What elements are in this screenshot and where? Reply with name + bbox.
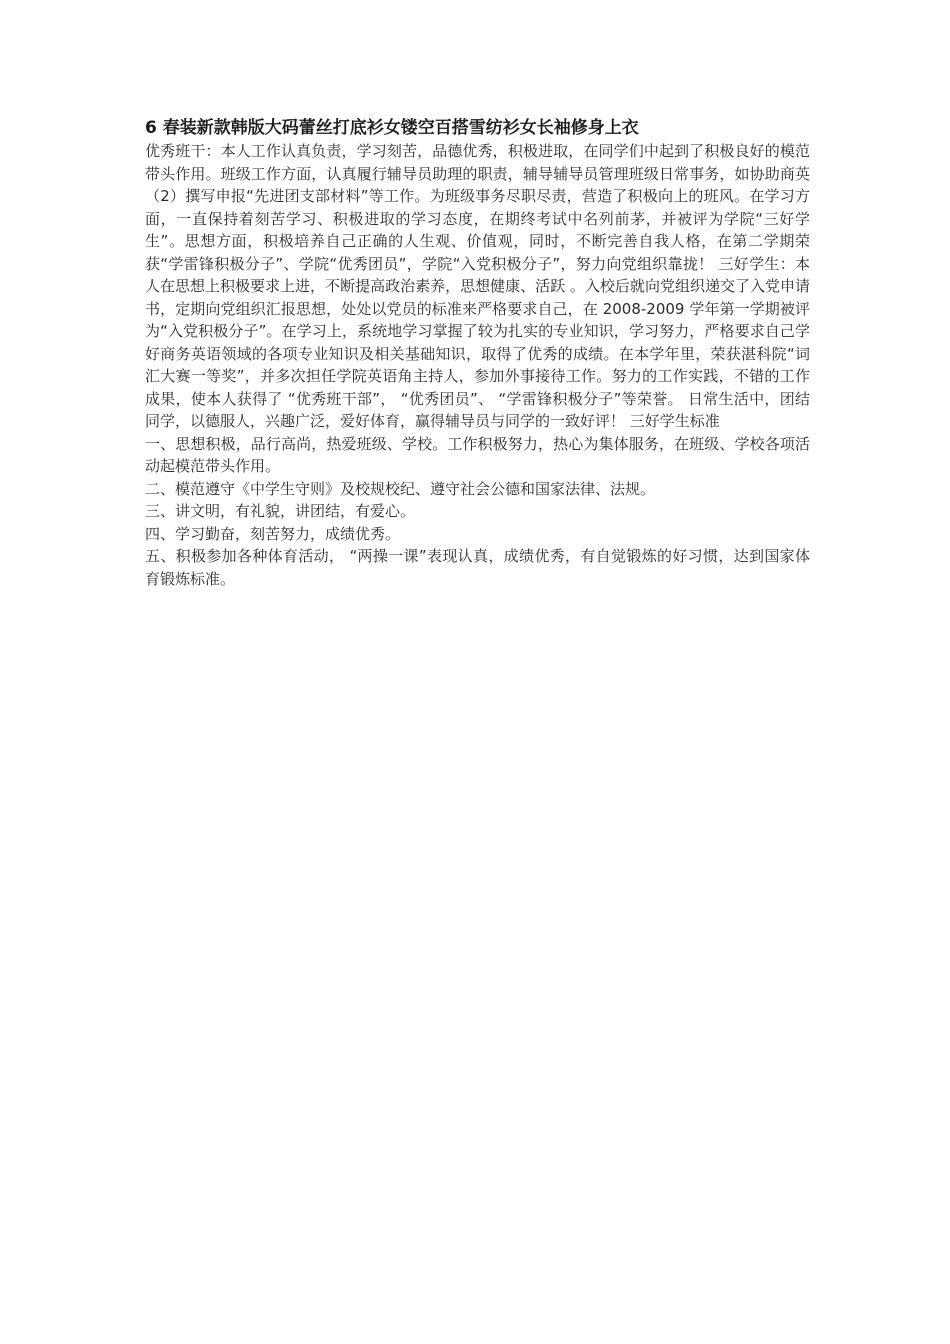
criteria-item-3: 三、讲文明，有礼貌，讲团结，有爱心。 (145, 502, 416, 520)
document-page (145, 116, 810, 590)
body-paragraph: 优秀班干：本人工作认真负责，学习刻苦，品德优秀，积极进取，在同学们中起到了积极良好的模范带头作用。班级工作方面，认真履行辅导员助理的职责，辅导辅导员管理班级日常事务，如协助商英（2）撰写申报“先进团支部材料”等工作。为班级事务尽职尽责，营造了积极向上的班风。在学习方面，一直保持着刻苦学习、积极进取的学习态度，在期终考试中名列前茅，并被评为学院“三好学生”。思想方面，积极培养自己正确的人生观、价值观，同时，不断完善自我人格，在第二学期荣获“学雷锋积极分子”、学院“优秀团员”，学院“入党积极分子”，努力向党组织靠拢！ 三好学生：本人在思想上积极要求上进，不断提高政治素养，思想健康、活跃 。入校后就向党组织递交了入党申请书，定期向党组织汇报思想，处处以党员的标准来严格要求自己，在 2008-2009 学年第一学期被评为“入党积极分子”。在学习上，系统地学习掌握了较为扎实的专业知识，学习努力，严格要求自己学好商务英语领域的各项专业知识及相关基础知识，取得了优秀的成绩。在本学年里，荣获湛科院“词汇大赛一等奖”，并多次担任学院英语角主持人，参加外事接待工作。努力的工作实践，不错的工作成果，使本人获得了 “优秀班干部”， “优秀团员”、 “学雷锋积极分子”等荣誉。 日常生活中，团结同学，以德服人，兴趣广泛，爱好体育，赢得辅导员与同学的一致好评！ 三好学生标准 (145, 142, 810, 430)
criteria-item-1: 一、思想积极，品行高尚，热爱班级、学校。工作积极努力，热心为集体服务，在班级、学校各项活动起模范带头作用。 (145, 434, 810, 475)
criteria-item-2: 二、模范遵守《中学生守则》及校规校纪、遵守社会公德和国家法律、法规。 (145, 479, 656, 498)
document-title: 6 春装新款韩版大码蕾丝打底衫女镂空百搭雪纺衫女长袖修身上衣 (145, 118, 639, 138)
criteria-item-5: 五、积极参加各种体育活动， “两操一课”表现认真，成绩优秀，有自觉锻炼的好习惯，达到国家体育锻炼标准。 (145, 547, 810, 588)
criteria-item-4: 四、学习勤奋，刻苦努力，成绩优秀。 (145, 524, 401, 543)
